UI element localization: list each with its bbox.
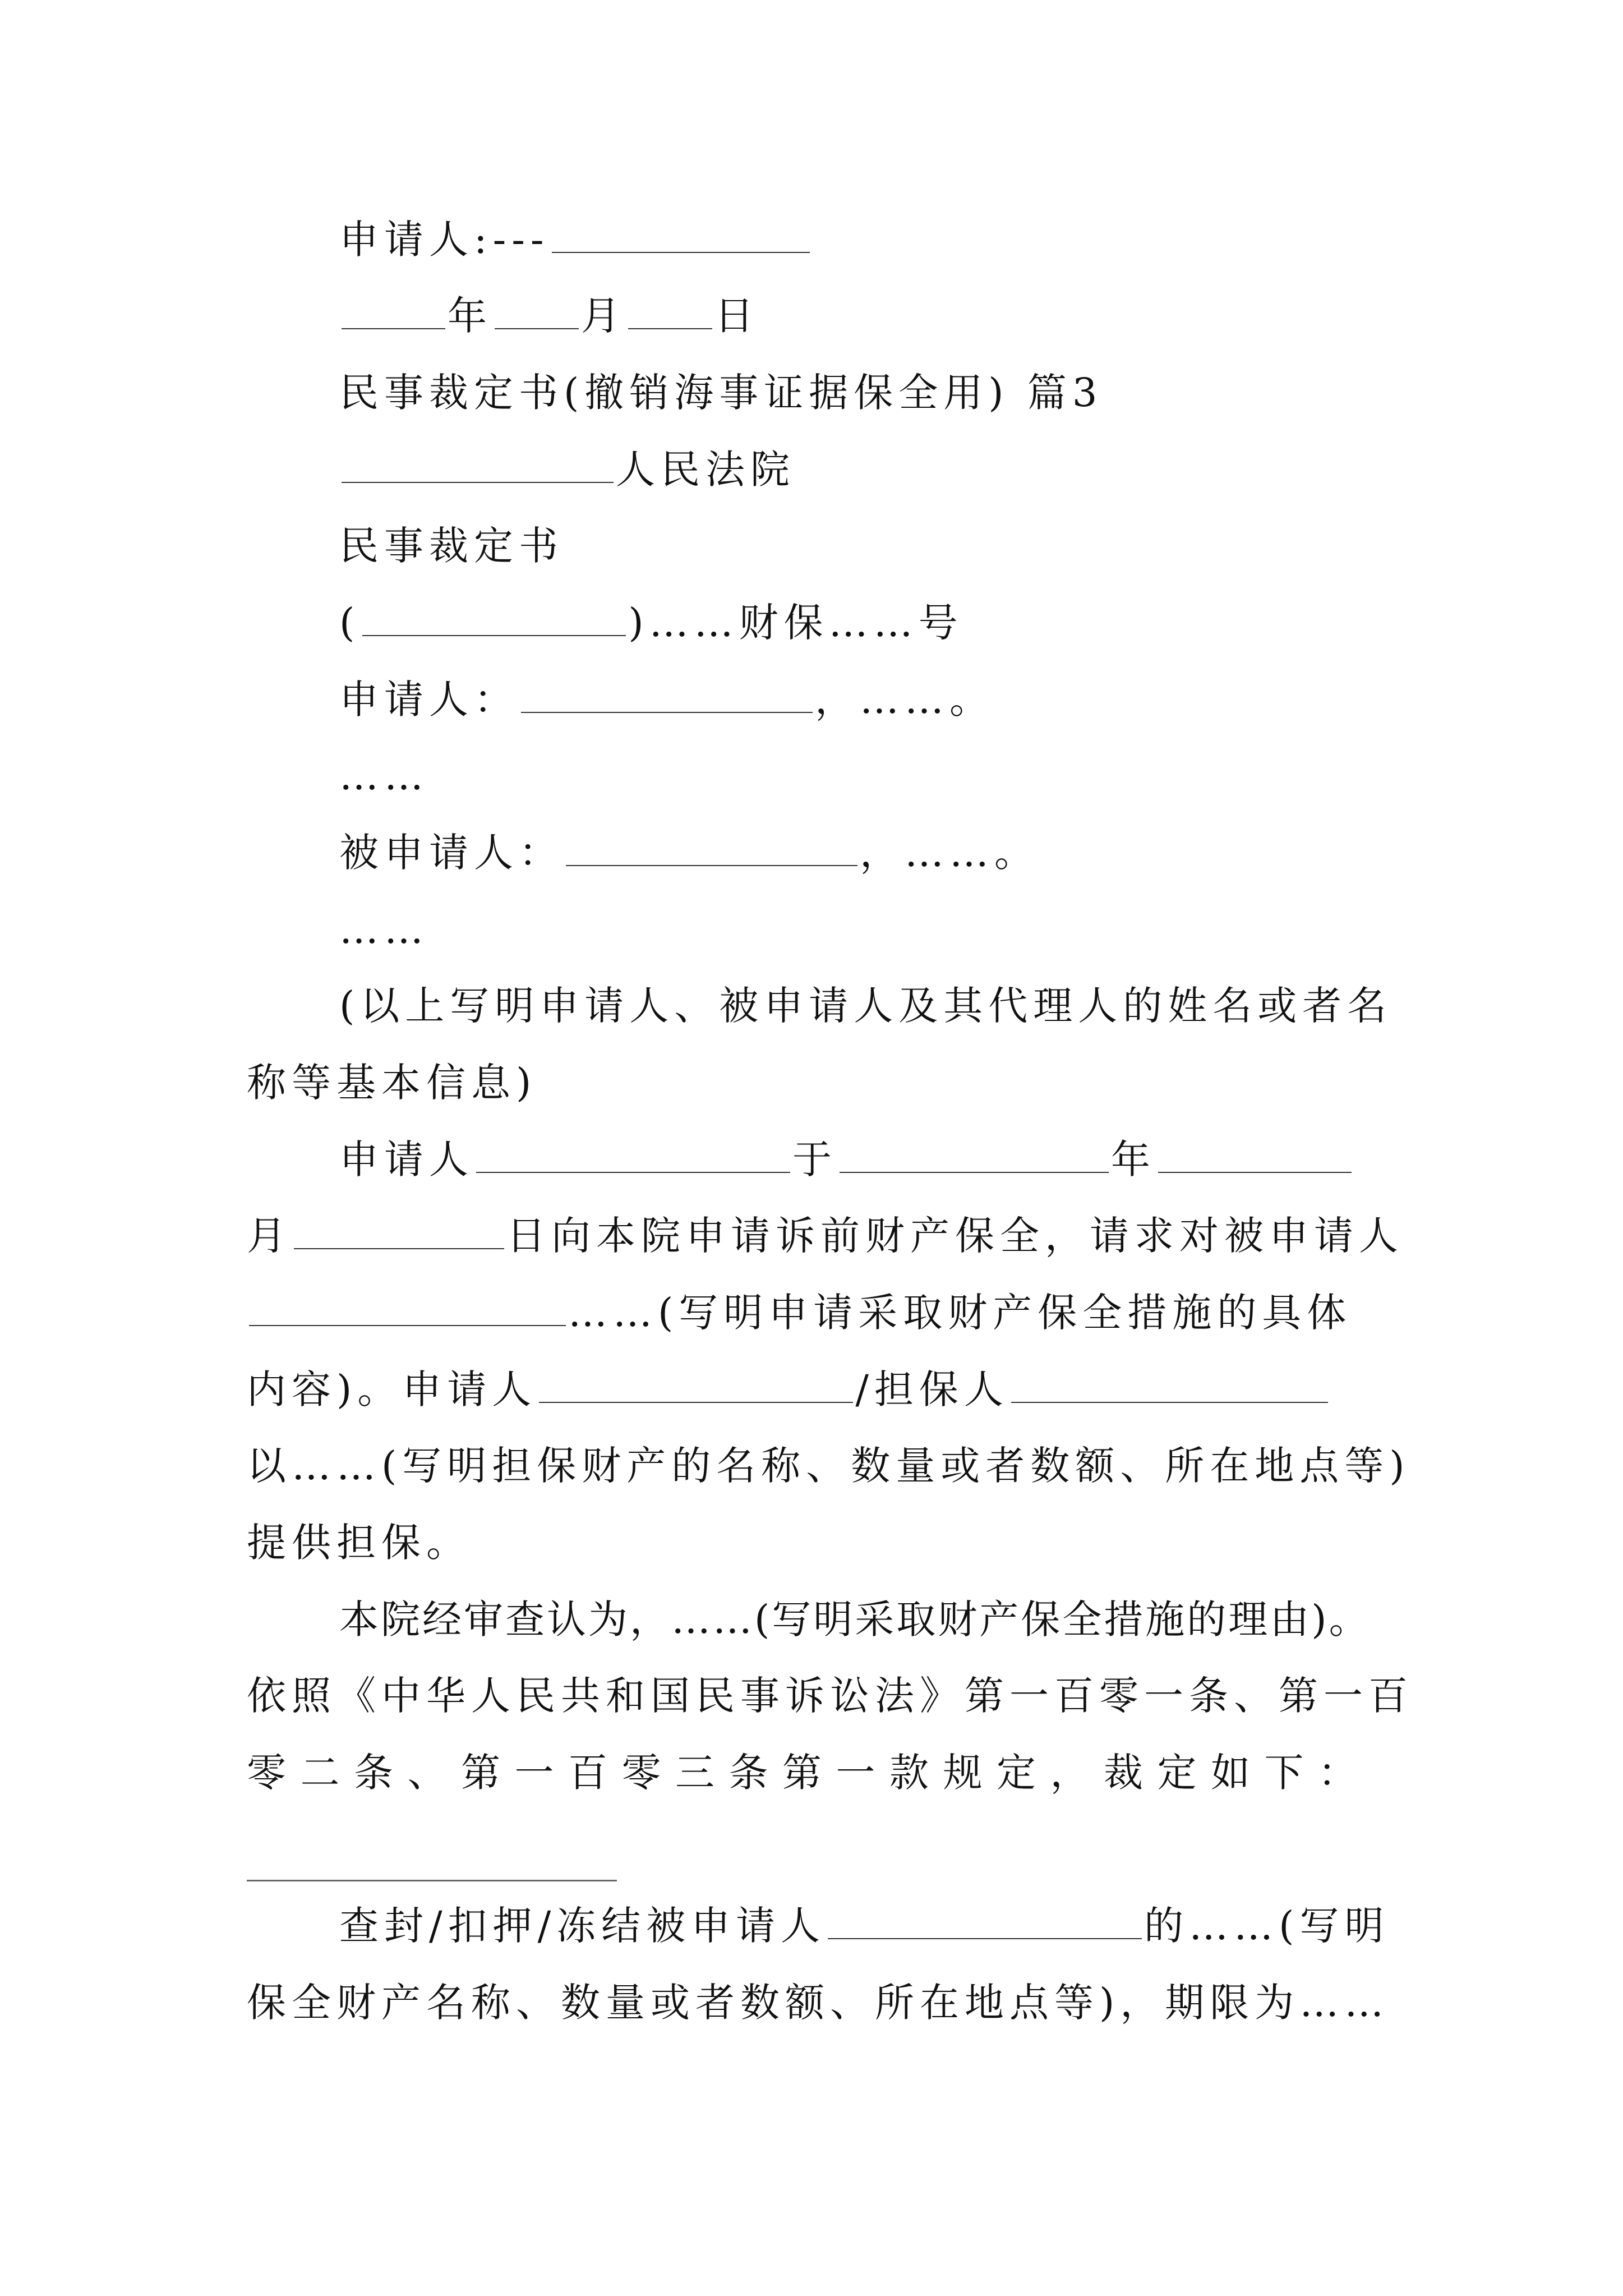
section-title: 民事裁定书(撤销海事证据保全用) 篇3	[339, 370, 1103, 416]
text-fragment: 于	[792, 1137, 837, 1182]
reasoning-paragraph-line-1: 本院经审查认为，……(写明采取财产保全措施的理由)。	[339, 1596, 1371, 1642]
blank-field	[476, 1135, 790, 1173]
court-label: 人民法院	[616, 447, 795, 493]
blank-field	[362, 598, 626, 636]
month-label: 月	[581, 293, 626, 339]
note-paragraph-line-2: 称等基本信息)	[247, 1060, 537, 1106]
text-fragment: 内容)。申请人	[247, 1366, 537, 1412]
text-fragment: /担保人	[855, 1366, 1009, 1412]
blank-field	[1158, 1135, 1352, 1173]
blank-field	[840, 1135, 1109, 1173]
document-type: 民事裁定书	[339, 523, 564, 569]
text-fragment: ……(写明申请采取财产保全措施的具体	[568, 1290, 1352, 1336]
case-number-line	[339, 597, 1483, 648]
reasoning-paragraph-line-3: 零二条、第一百零三条第一款规定，裁定如下：	[247, 1750, 1363, 1796]
application-paragraph-line-5: 以……(写明担保财产的名称、数量或者数额、所在地点等)	[247, 1443, 1410, 1489]
blank-field	[521, 675, 813, 713]
applicant-label: 申请人:---	[339, 217, 550, 263]
year-label: 年	[448, 293, 492, 339]
court-name-line	[339, 444, 1483, 495]
blank-field	[628, 291, 712, 329]
applicant-line	[339, 674, 1483, 725]
day-label: 日	[714, 293, 759, 339]
applicant-tail: ，……。	[815, 677, 994, 723]
respondent-label: 被申请人：	[339, 830, 564, 876]
blank-field	[342, 291, 445, 329]
blank-field	[1011, 1365, 1328, 1403]
ruling-paragraph-line-1	[339, 1901, 1483, 1951]
ruling-paragraph-line-2: 保全财产名称、数量或者数额、所在地点等)，期限为……	[247, 1980, 1390, 2026]
applicant-label: 申请人	[339, 1137, 474, 1182]
application-paragraph-line-4	[247, 1364, 1391, 1415]
text-fragment: 月	[247, 1213, 292, 1259]
text-fragment: 查封/扣押/冻结被申请人	[339, 1903, 826, 1949]
reasoning-paragraph-line-2: 依照《中华人民共和国民事诉讼法》第一百零一条、第一百	[247, 1673, 1413, 1719]
text-fragment: 年	[1111, 1137, 1156, 1182]
note-paragraph-line-1: (以上写明申请人、被申请人及其代理人的姓名或者名	[339, 983, 1393, 1029]
open-paren: (	[339, 600, 361, 646]
application-paragraph-line-6: 提供担保。	[247, 1520, 471, 1566]
ellipsis-line: ……	[339, 753, 429, 799]
blank-field	[552, 215, 810, 253]
footnote-divider	[247, 1880, 617, 1881]
blank-field	[566, 828, 857, 866]
blank-field	[294, 1211, 504, 1249]
application-paragraph-line-3	[247, 1287, 1391, 1338]
ellipsis-line: ……	[339, 907, 429, 953]
text-fragment: 日向本院申请诉前财产保全，请求对被申请人	[506, 1213, 1404, 1259]
respondent-tail: ，……。	[860, 830, 1039, 876]
blank-field	[495, 291, 579, 329]
date-line	[339, 291, 1483, 341]
blank-field	[539, 1365, 853, 1403]
case-number-label: )……财保……号	[628, 600, 963, 646]
text-fragment: 的……(写明	[1144, 1903, 1390, 1949]
blank-field	[249, 1288, 566, 1326]
blank-field	[342, 445, 614, 483]
applicant-signature-line	[339, 214, 1483, 265]
application-paragraph-line-2	[247, 1211, 1404, 1261]
blank-field	[828, 1901, 1142, 1939]
applicant-label: 申请人：	[339, 677, 519, 723]
respondent-line	[339, 827, 1483, 878]
application-paragraph-line-1	[339, 1134, 1483, 1185]
